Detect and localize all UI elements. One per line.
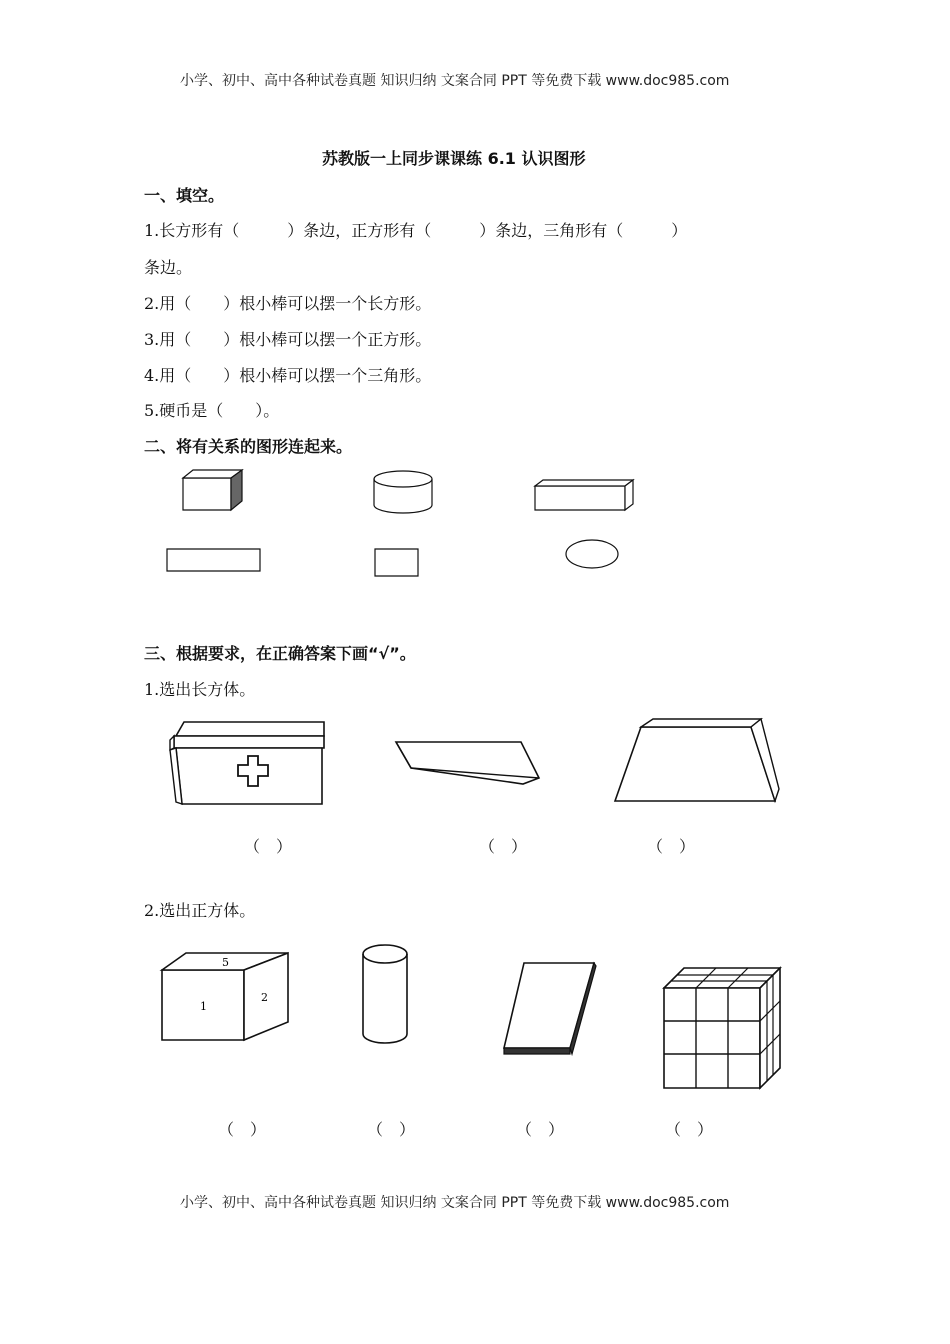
trapezoid-prism-figure (611, 717, 781, 805)
circle-figure (563, 538, 621, 572)
answer-paren-1-2[interactable]: （ ） (479, 837, 528, 856)
subquestion-1: 1.选出长方体。 (144, 680, 256, 699)
question-2: 2.用（ ）根小棒可以摆一个长方形。 (144, 294, 432, 313)
answer-paren-2-3[interactable]: （ ） (516, 1120, 565, 1139)
question-1-line2: 条边。 (144, 258, 193, 277)
answer-paren-1-3[interactable]: （ ） (647, 837, 696, 856)
square-figure (373, 547, 421, 579)
subquestion-2: 2.选出正方体。 (144, 901, 256, 920)
answer-paren-2-1[interactable]: （ ） (218, 1120, 267, 1139)
page-footer: 小学、初中、高中各种试卷真题 知识归纳 文案合同 PPT 等免费下载 www.doc985.com (180, 1195, 730, 1211)
thin-slab-figure (500, 960, 600, 1060)
rubiks-cube-figure (660, 964, 784, 1092)
question-5: 5.硬币是（ ）。 (144, 401, 280, 420)
answer-paren-2-4[interactable]: （ ） (665, 1120, 714, 1139)
cube-face-top-label: 5 (222, 956, 229, 969)
section2-heading: 二、将有关系的图形连起来。 (144, 437, 353, 456)
page-header: 小学、初中、高中各种试卷真题 知识归纳 文案合同 PPT 等免费下载 www.doc985.com (180, 73, 730, 89)
tall-cylinder-figure (358, 942, 412, 1048)
cube-face-front-label: 1 (200, 1000, 207, 1013)
cuboid-shaded-figure (180, 468, 246, 512)
wedge-figure (393, 738, 543, 788)
page-title: 苏教版一上同步课课练 6.1 认识图形 (322, 149, 586, 168)
long-cuboid-figure (533, 478, 637, 514)
cylinder-short-figure (372, 470, 436, 516)
section1-heading: 一、填空。 (144, 186, 225, 205)
medicine-box-figure (168, 720, 328, 808)
rectangle-figure (165, 547, 263, 575)
answer-paren-1-1[interactable]: （ ） (244, 837, 293, 856)
question-1-line1: 1.长方形有（ ）条边，正方形有（ ）条边，三角形有（ ） (144, 221, 688, 240)
answer-paren-2-2[interactable]: （ ） (367, 1120, 416, 1139)
section3-heading: 三、根据要求，在正确答案下画“√”。 (144, 644, 416, 663)
cube-face-side-label: 2 (261, 991, 268, 1004)
numbered-cube-figure (158, 950, 292, 1044)
question-3: 3.用（ ）根小棒可以摆一个正方形。 (144, 330, 432, 349)
question-4: 4.用（ ）根小棒可以摆一个三角形。 (144, 366, 432, 385)
